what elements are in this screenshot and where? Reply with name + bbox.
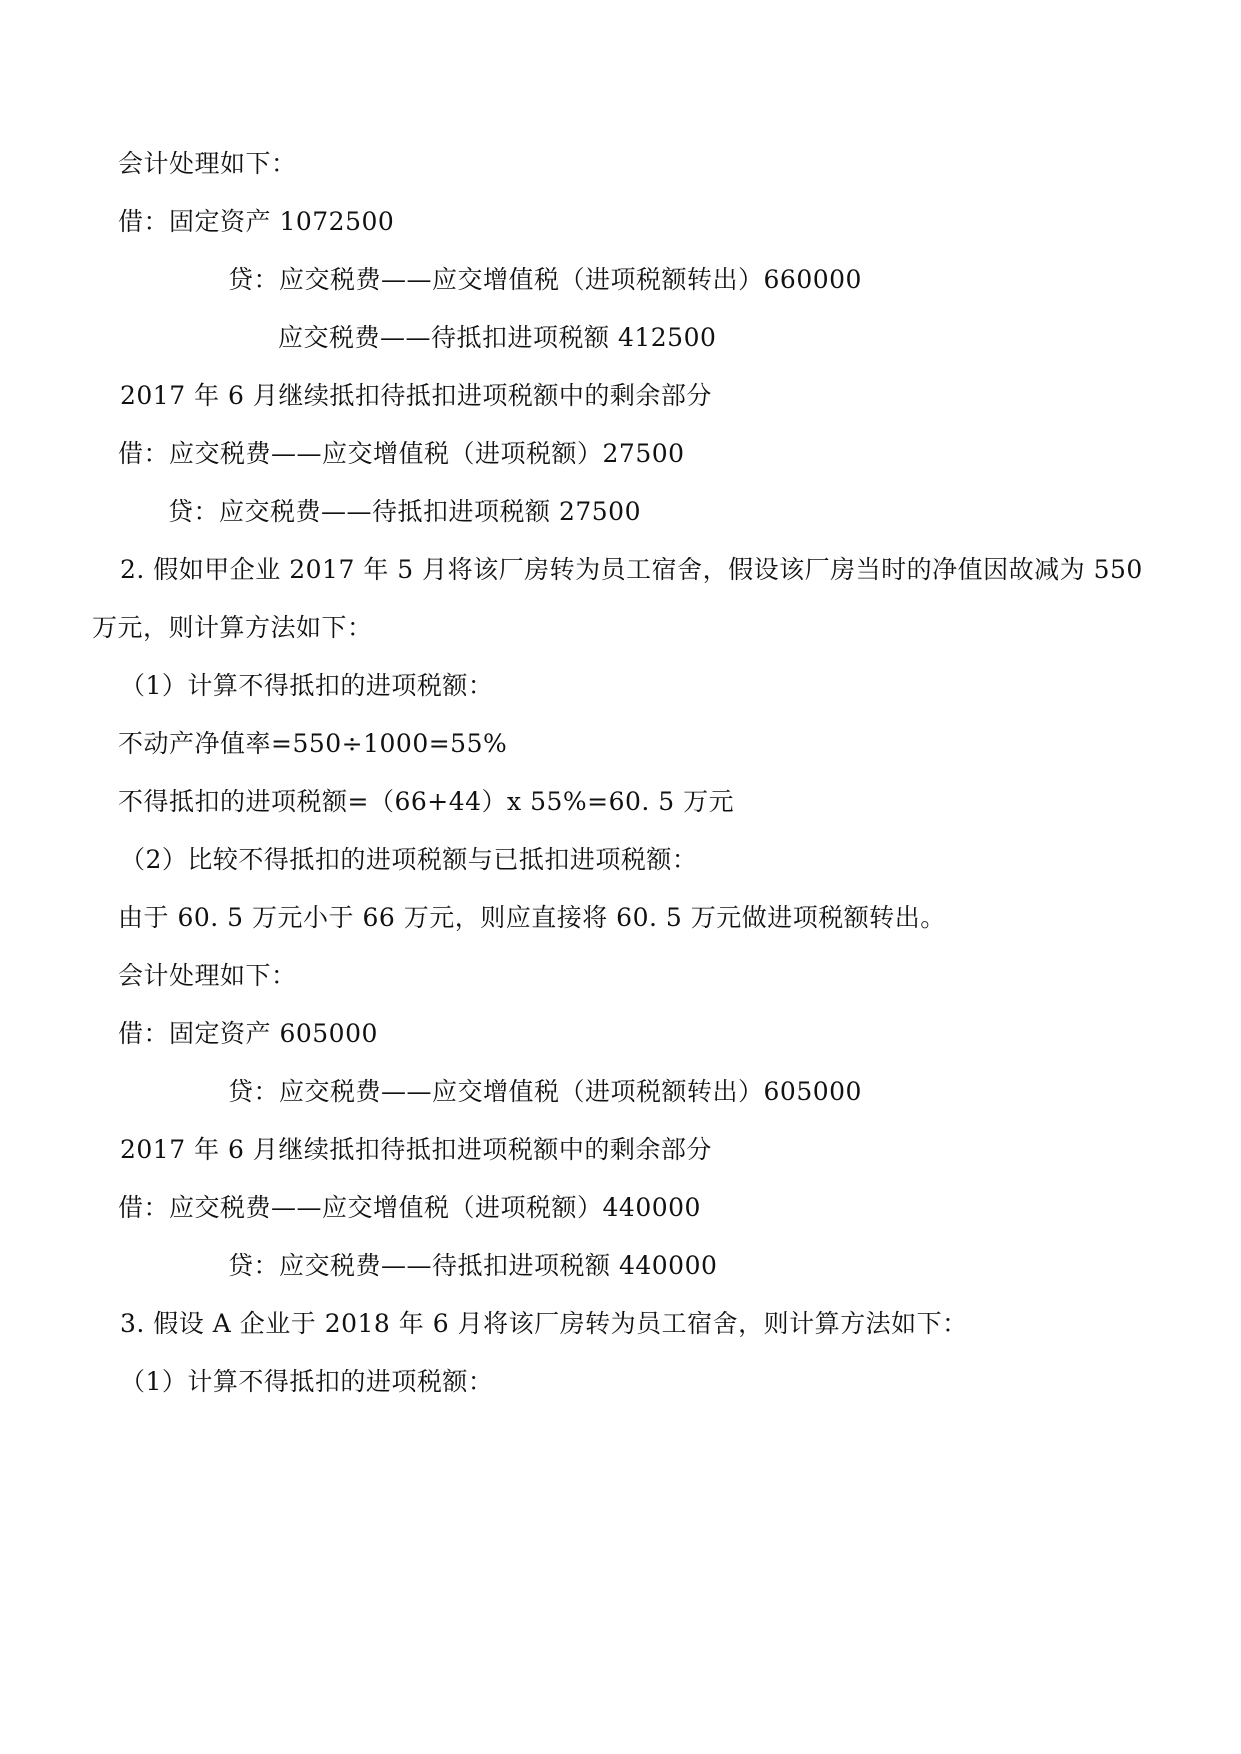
text-line: 不动产净值率=550÷1000=55% xyxy=(118,729,508,758)
text-line: 借：固定资产 605000 xyxy=(118,1019,378,1048)
text-line: 借：应交税费——应交增值税（进项税额）27500 xyxy=(118,439,685,468)
text-line: 贷：应交税费——待抵扣进项税额 27500 xyxy=(168,497,641,526)
text-line: 会计处理如下： xyxy=(118,961,297,990)
text-line: （1）计算不得抵扣的进项税额： xyxy=(120,671,494,700)
text-line: 2017 年 6 月继续抵扣待抵扣进项税额中的剩余部分 xyxy=(120,381,712,410)
text-line: 万元，则计算方法如下： xyxy=(92,613,373,642)
text-line: 2. 假如甲企业 2017 年 5 月将该厂房转为员工宿舍，假设该厂房当时的净值因故减为 550 xyxy=(120,555,1143,584)
text-line: （1）计算不得抵扣的进项税额： xyxy=(120,1367,494,1396)
text-line: 不得抵扣的进项税额=（66+44）x 55%=60. 5 万元 xyxy=(118,787,735,816)
text-line: 贷：应交税费——待抵扣进项税额 440000 xyxy=(228,1251,718,1280)
text-line: 应交税费——待抵扣进项税额 412500 xyxy=(278,323,717,352)
text-line: （2）比较不得抵扣的进项税额与已抵扣进项税额： xyxy=(120,845,698,874)
text-line: 贷：应交税费——应交增值税（进项税额转出）660000 xyxy=(228,265,862,294)
text-line: 借：应交税费——应交增值税（进项税额）440000 xyxy=(118,1193,701,1222)
text-line: 借：固定资产 1072500 xyxy=(118,207,395,236)
text-line: 由于 60. 5 万元小于 66 万元，则应直接将 60. 5 万元做进项税额转出。 xyxy=(118,903,946,932)
text-line: 3. 假设 A 企业于 2018 年 6 月将该厂房转为员工宿舍，则计算方法如下： xyxy=(120,1309,968,1338)
text-line: 会计处理如下： xyxy=(118,149,297,178)
text-line: 2017 年 6 月继续抵扣待抵扣进项税额中的剩余部分 xyxy=(120,1135,712,1164)
text-line: 贷：应交税费——应交增值税（进项税额转出）605000 xyxy=(228,1077,862,1106)
